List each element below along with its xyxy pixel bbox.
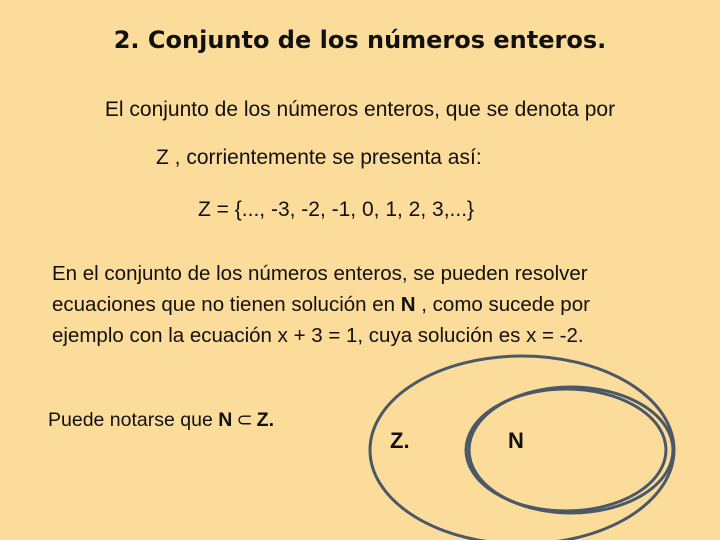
venn-label-n: N [508,428,524,453]
note-set-z: Z. [256,409,274,431]
paragraph-row-3: ejemplo con la ecuación x + 3 = 1, cuya solución es x = -2. [52,324,584,347]
venn-label-z: Z. [390,428,410,453]
intro-line-1: El conjunto de los números enteros, que se denota por [104,98,616,121]
venn-inner-ellipse [466,389,666,511]
page-title: 2. Conjunto de los números enteros. [113,26,607,54]
subset-symbol: ⊂ [236,408,253,431]
natural-set-symbol: N [400,293,416,316]
intro-line-2: Z , corrientemente se presenta así: [156,146,482,169]
paragraph-row-1: En el conjunto de los números enteros, se pueden resolver [52,262,588,285]
paragraph-row-2-tail: , como sucede por [415,293,590,316]
note-set-n: N [218,409,233,431]
subset-note-text: Puede notarse que [48,409,219,431]
paragraph-row-2-text: ecuaciones que no tienen solución en [52,293,401,316]
set-notation: Z = {..., -3, -2, -1, 0, 1, 2, 3,...} [198,198,475,221]
